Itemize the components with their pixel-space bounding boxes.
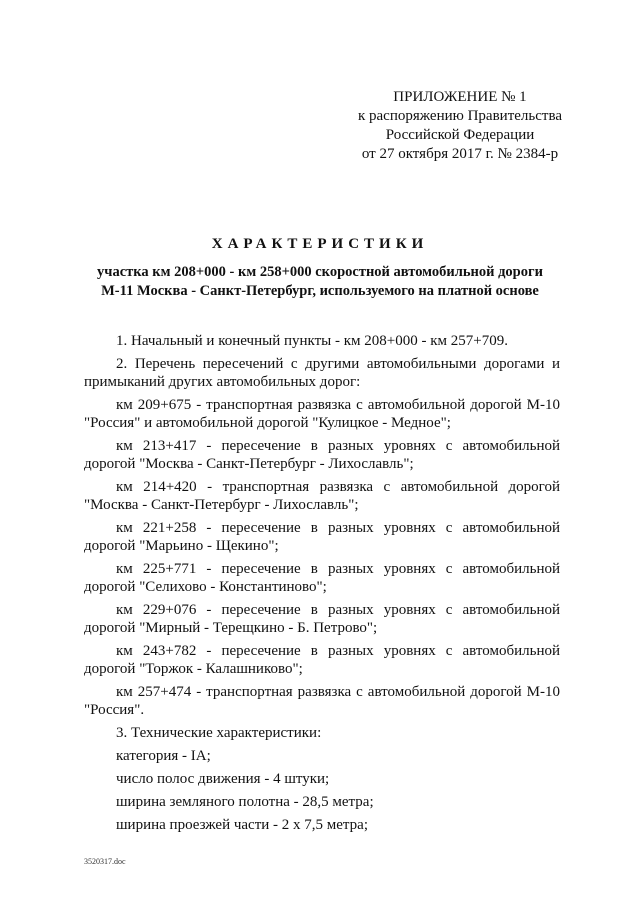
body-paragraph: 3. Технические характеристики: <box>116 725 322 741</box>
body-paragraph: км 214+420 - транспортная развязка с автомобильной дорогой "Москва - Санкт-Петербург - Лихославль"; <box>84 479 560 513</box>
appendix-date-line: от 27 октября 2017 г. № 2384-р <box>361 146 559 162</box>
appendix-ref-line: Российской Федерации <box>385 127 535 143</box>
body-paragraph: 1. Начальный и конечный пункты - км 208+000 - км 257+709. <box>116 333 508 349</box>
subtitle-line: участка км 208+000 - км 258+000 скоростной автомобильной дороги <box>97 264 543 280</box>
body-paragraph: число полос движения - 4 штуки; <box>116 771 330 787</box>
body-paragraph: категория - IA; <box>116 748 211 764</box>
document-subtitle <box>40 263 600 301</box>
body-paragraph: ширина проезжей части - 2 х 7,5 метра; <box>116 817 368 833</box>
appendix-header <box>330 88 590 164</box>
file-name-footer: 3520317.doc <box>84 857 126 866</box>
appendix-ref-line: к распоряжению Правительства <box>357 108 562 124</box>
document-title: ХАРАКТЕРИСТИКИ <box>211 236 429 252</box>
appendix-number: ПРИЛОЖЕНИЕ № 1 <box>393 89 527 105</box>
body-paragraph: км 221+258 - пересечение в разных уровнях с автомобильной дорогой "Марьино - Щекино"; <box>84 520 560 554</box>
body-paragraph: км 209+675 - транспортная развязка с автомобильной дорогой М-10 "Россия" и автомобильной дорогой "Кулицкое - Медное"; <box>84 397 560 431</box>
body-paragraph: км 243+782 - пересечение в разных уровнях с автомобильной дорогой "Торжок - Калашниково"; <box>84 643 560 677</box>
subtitle-line: М-11 Москва - Санкт-Петербург, используемого на платной основе <box>101 283 539 299</box>
body-paragraph: км 257+474 - транспортная развязка с автомобильной дорогой М-10 "Россия". <box>84 684 560 718</box>
body-paragraph: ширина земляного полотна - 28,5 метра; <box>116 794 374 810</box>
body-paragraph: км 229+076 - пересечение в разных уровнях с автомобильной дорогой "Мирный - Терещкино - Б. Петрово"; <box>84 602 560 636</box>
document-body <box>84 332 560 839</box>
body-paragraph: 2. Перечень пересечений с другими автомобильными дорогами и примыканий других автомобильных дорог: <box>84 356 560 390</box>
body-paragraph: км 225+771 - пересечение в разных уровнях с автомобильной дорогой "Селихово - Константиново"; <box>84 561 560 595</box>
body-paragraph: км 213+417 - пересечение в разных уровнях с автомобильной дорогой "Москва - Санкт-Петербург - Лихославль"; <box>84 438 560 472</box>
